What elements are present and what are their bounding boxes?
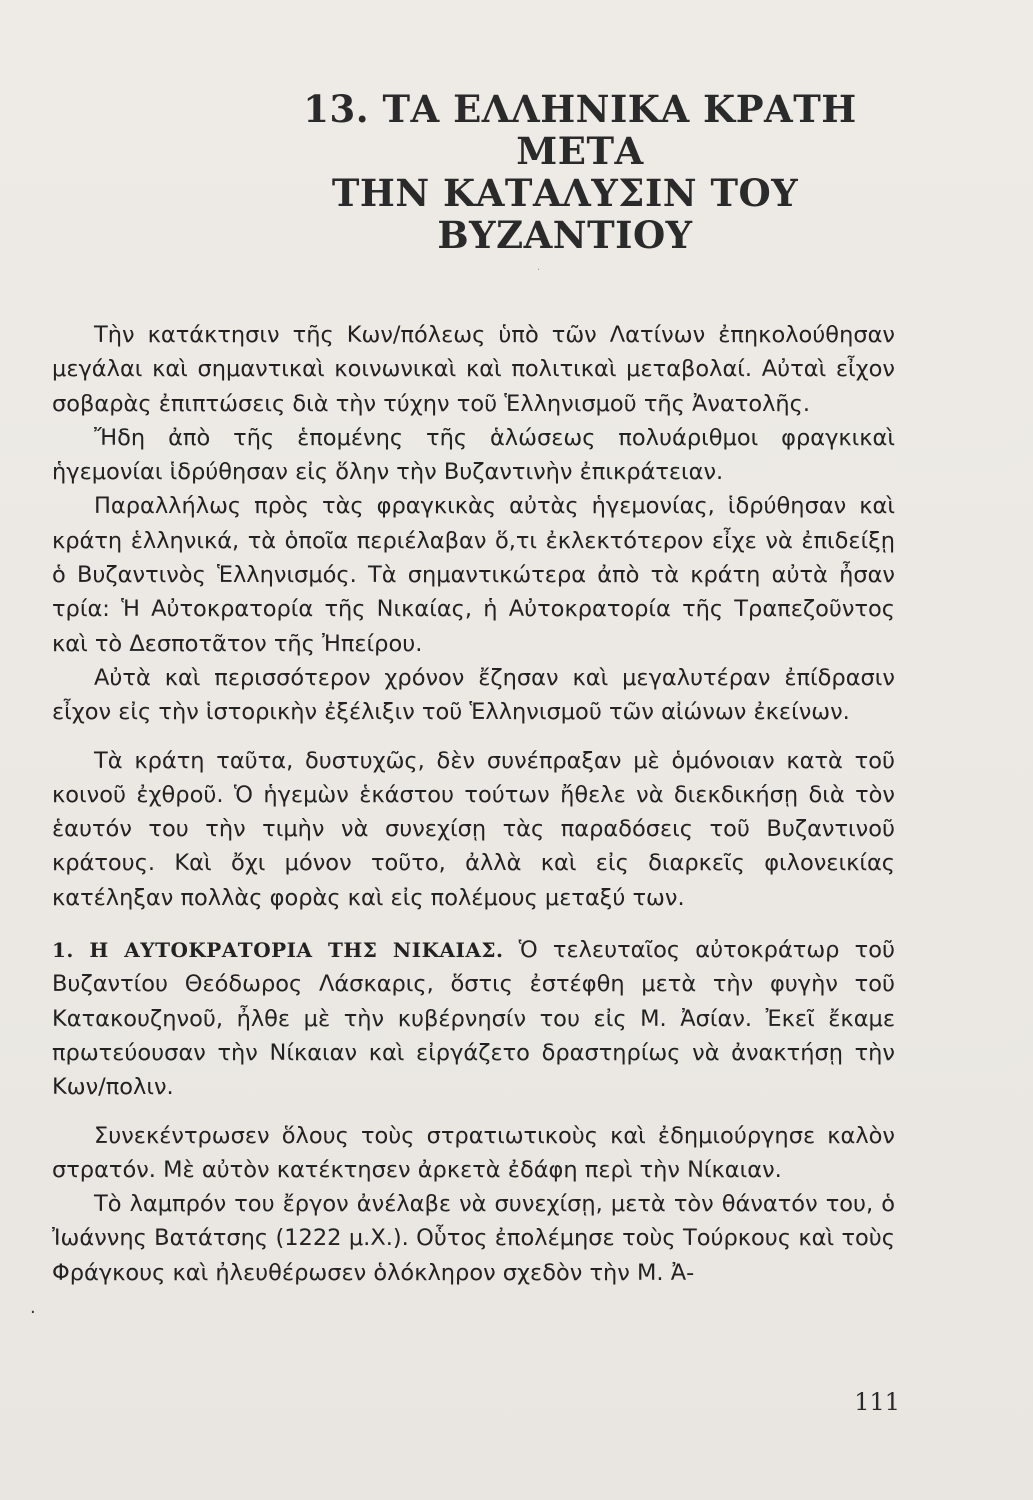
paragraph-1: Τὴν κατάκτησιν τῆς Κων/πόλεως ὑπὸ τῶν Λατίνων ἐπηκολούθησαν μεγάλαι καὶ σημαντικαὶ κοινωνικαὶ καὶ πολιτικαὶ μεταβολαί. Αὐταὶ εἶχον σοβαρὰς ἐπιπτώσεις διὰ τὴν τύχην τοῦ Ἑλληνισμοῦ τῆς Ἀνατολῆς. xyxy=(52,322,895,417)
chapter-title xyxy=(230,88,900,256)
page-number: 111 xyxy=(854,1388,900,1416)
paragraph-2: Ἤδη ἀπὸ τῆς ἑπομένης τῆς ἁλώσεως πολυάριθμοι φραγκικαὶ ἡγεμονίαι ἱδρύθησαν εἰς ὅλην τὴν Βυζαντινὴν ἐπικράτειαν. xyxy=(52,424,895,486)
chapter-title-line-2: ΤΗΝ ΚΑΤΑΛΥΣΙΝ ΤΟΥ ΒΥΖΑΝΤΙΟΥ xyxy=(331,171,799,257)
paragraph-6: Συνεκέντρωσεν ὅλους τοὺς στρατιωτικοὺς καὶ ἐδημιούργησε καλὸν στρατόν. Μὲ αὐτὸν κατέκτησεν ἀρκετὰ ἐδάφη περὶ τὴν Νίκαιαν. xyxy=(52,1122,895,1183)
section-text: Ὁ τελευταῖος αὐτοκράτωρ τοῦ Βυζαντίου Θεόδωρος Λάσκαρις, ὅστις ἐστέφθη μετὰ τὴν φυγὴν τοῦ Κατακουζηνοῦ, ἦλθε μὲ τὴν κυβέρνησίν του εἰς Μ. Ἀσίαν. Ἐκεῖ ἔκαμε πρωτεύουσαν τὴν Νίκαιαν καὶ εἰργάζετο δραστηρίως νὰ ἀνακτήσῃ τὴν Κων/πολιν. xyxy=(52,937,895,1101)
paragraph-3: Παραλλήλως πρὸς τὰς φραγκικὰς αὐτὰς ἡγεμονίας, ἱδρύθησαν καὶ κράτη ἑλληνικά, τὰ ὁποῖα περιέλαβαν ὅ,τι ἐκλεκτότερον εἶχε νὰ ἐπιδείξῃ ὁ Βυζαντινὸς Ἑλληνισμός. Τὰ σημαντικώτερα ἀπὸ τὰ κράτη αὐτὰ ἦσαν τρία: Ἡ Αὐτοκρατορία τῆς Νικαίας, ἡ Αὐτοκρατορία τῆς Τραπεζοῦντος καὶ τὸ Δεσποτᾶτον τῆς Ἠπείρου. xyxy=(52,493,895,657)
ornament-mark: · xyxy=(537,265,541,276)
paragraph-4: Αὐτὰ καὶ περισσότερον χρόνον ἔζησαν καὶ μεγαλυτέραν ἐπίδρασιν εἶχον εἰς τὴν ἱστορικὴν ἐξέλιξιν τοῦ Ἑλληνισμοῦ τῶν αἰώνων ἐκείνων. xyxy=(52,664,895,726)
section-paragraph xyxy=(52,933,895,1104)
paragraph-5: Τὰ κράτη ταῦτα, δυστυχῶς, δὲν συνέπραξαν μὲ ὁμόνοιαν κατὰ τοῦ κοινοῦ ἐχθροῦ. Ὁ ἡγεμὼν ἑκάστου τούτων ἤθελε νὰ διεκδικήσῃ διὰ τὸν ἑαυτόν του τὴν τιμὴν νὰ συνεχίσῃ τὰς παραδόσεις τοῦ Βυζαντινοῦ κράτους. Καὶ ὄχι μόνον τοῦτο, ἀλλὰ καὶ εἰς διαρκεῖς φιλονεικίας κατέληξαν πολλὰς φορὰς καὶ εἰς πολέμους μεταξύ των. xyxy=(52,747,895,911)
margin-dot: · xyxy=(30,1302,36,1323)
chapter-title-line-1: 13. ΤΑ ΕΛΛΗΝΙΚΑ ΚΡΑΤΗ ΜΕΤΑ xyxy=(303,87,857,173)
body-text xyxy=(52,318,895,1290)
section-heading: 1. Η ΑΥΤΟΚΡΑΤΟΡΙΑ ΤΗΣ ΝΙΚΑΙΑΣ. xyxy=(52,938,504,963)
paragraph-7: Τὸ λαμπρόν του ἔργον ἀνέλαβε νὰ συνεχίσῃ, μετὰ τὸν θάνατόν του, ὁ Ἰωάννης Βατάτσης (1222 μ.Χ.). Οὗτος ἐπολέμησε τοὺς Τούρκους καὶ τοὺς Φράγκους καὶ ἠλευθέρωσεν ὁλόκληρον σχεδὸν τὴν Μ. Ἀ- xyxy=(52,1191,895,1286)
